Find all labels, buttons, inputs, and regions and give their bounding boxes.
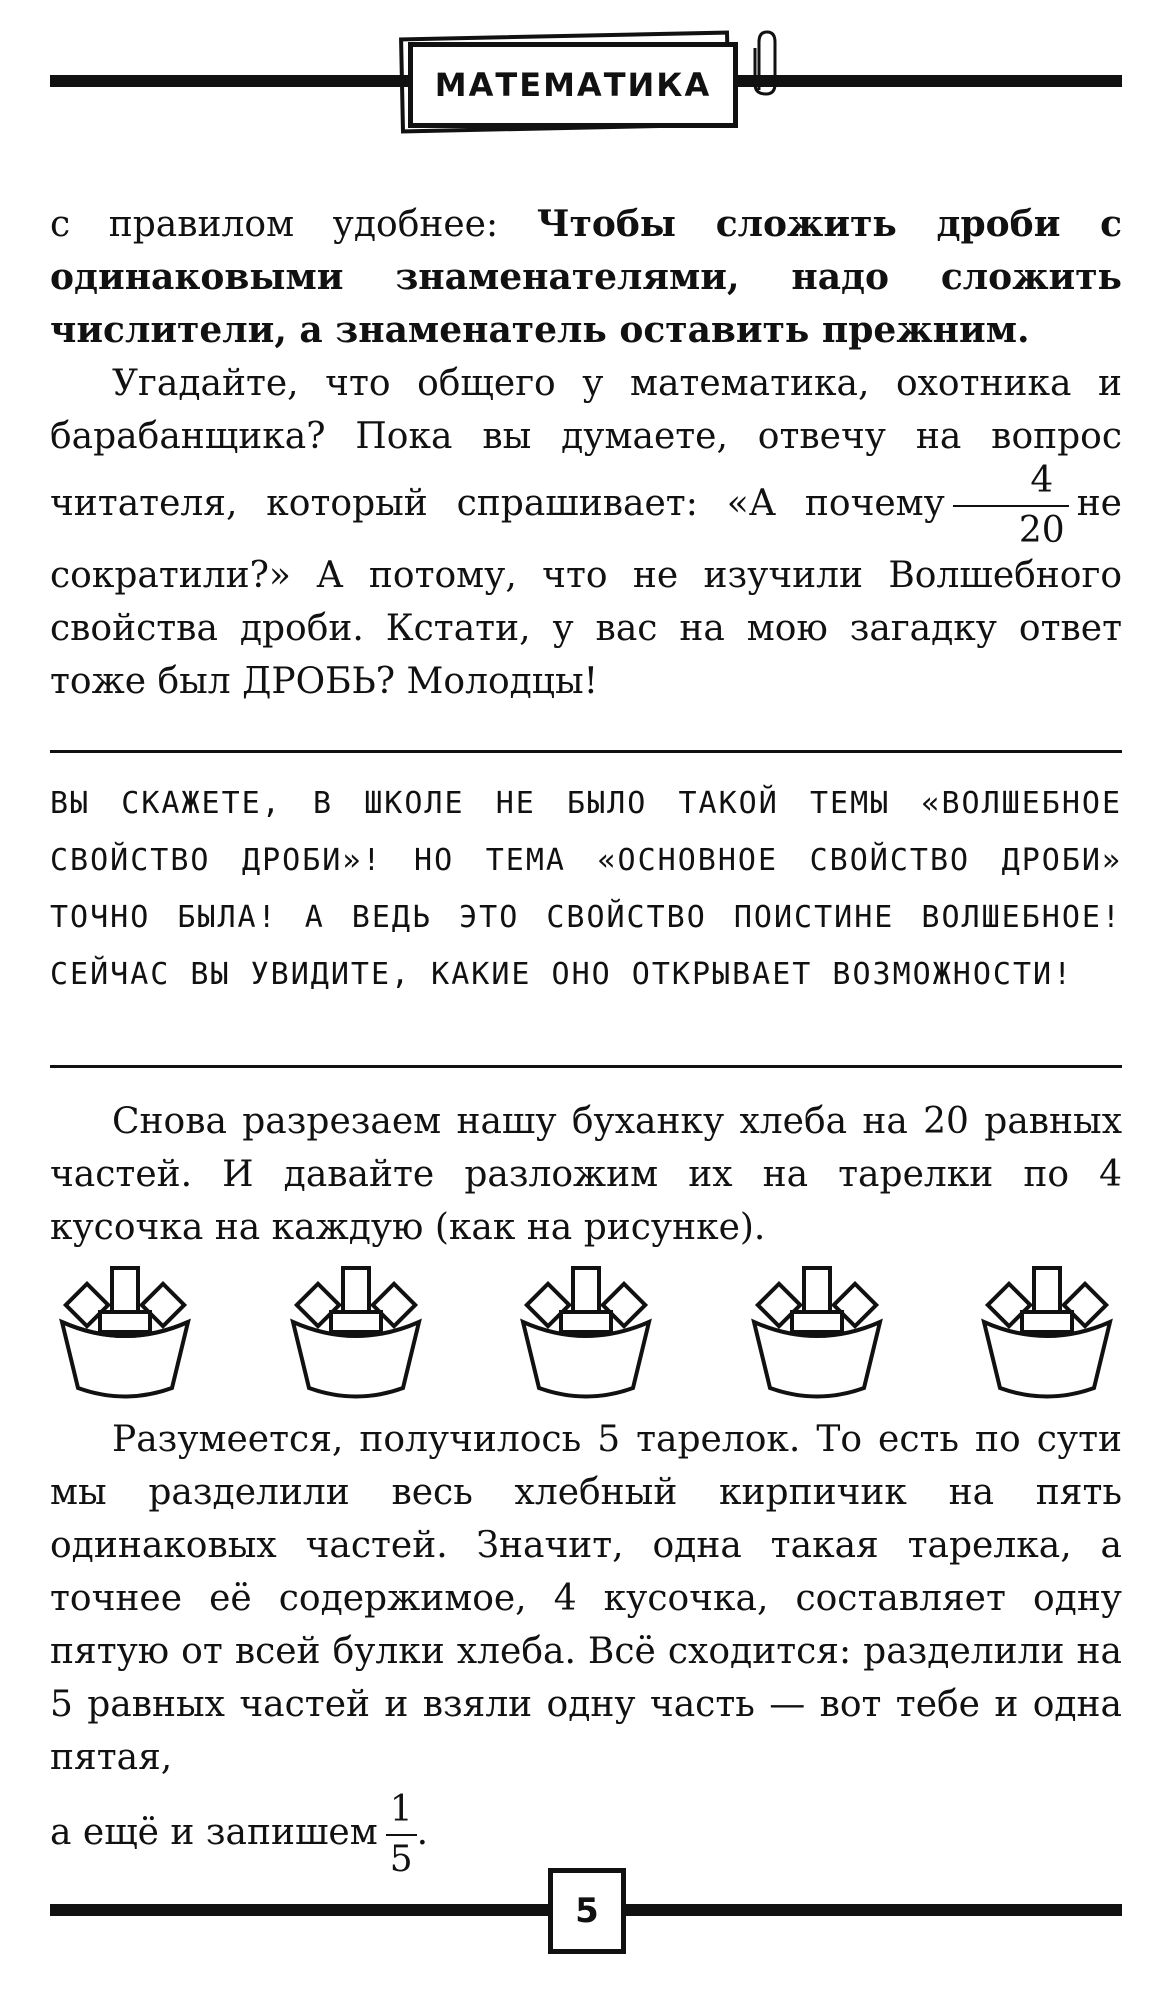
rule-intro: с правилом удобнее: (50, 204, 537, 245)
paragraph-riddle (50, 357, 1122, 708)
paperclip-icon (745, 28, 785, 98)
bread-text: Снова разрезаем нашу буханку хлеба на 20 равных частей. И давайте разложим их на тарелки по 4 кусочка на каждую (как на рисунке). (50, 1101, 1122, 1248)
page-number: 5 (548, 1868, 626, 1954)
fraction-denominator: 5 (389, 1839, 413, 1880)
rule-bold: Чтобы сложить дроби с одинаковыми знаменателями, надо сложить числители, а знаменатель оставить прежним. (50, 203, 1123, 351)
handwritten-note: ВЫ СКАЖЕТЕ, В ШКОЛЕ НЕ БЫЛО ТАКОЙ ТЕМЫ «ВОЛШЕБНОЕ СВОЙСТВО ДРОБИ»! НО ТЕМА «ОСНОВНОЕ СВОЙСТВО ДРОБИ» ТОЧНО БЫЛА! А ВЕДЬ ЭТО СВОЙСТВО ПОИСТИНЕ ВОЛШЕБНОЕ! СЕЙЧАС ВЫ УВИДИТЕ, КАКИЕ ОНО ОТКРЫВАЕТ ВОЗМОЖНОСТИ! (50, 786, 1122, 992)
conclusion-period: . (416, 1812, 429, 1853)
paragraph-conclusion (50, 1413, 1122, 1878)
fraction-denominator: 20 (1018, 510, 1065, 551)
plate-icon (742, 1260, 892, 1410)
header-title: МАТЕМАТИКА (434, 66, 712, 104)
plate-icon (281, 1260, 431, 1410)
plate-icon (511, 1260, 661, 1410)
riddle-text-2: не сократили?» А потому, что не изучили Волшебного свойства дроби. Кстати, у вас на мою загадку ответ тоже был ДРОБЬ? Молодцы! (50, 483, 1122, 702)
fraction-numerator: 4 (953, 463, 1069, 507)
paragraph-rule (50, 198, 1122, 357)
plates-illustration (50, 1260, 1122, 1410)
fraction-4-20 (953, 460, 1069, 551)
conclusion-tail: а ещё и запишем (50, 1812, 378, 1853)
fraction-numerator: 1 (386, 1792, 417, 1836)
header-badge (400, 28, 760, 140)
plate-icon (50, 1260, 200, 1410)
paragraph-bread (50, 1095, 1122, 1254)
plate-icon (972, 1260, 1122, 1410)
riddle-text-1: Угадайте, что общего у математика, охотника и барабанщика? Пока вы думаете, отвечу на вопрос читателя, который спрашивает: «А почему (50, 363, 1122, 524)
fraction-1-5 (386, 1789, 417, 1880)
conclusion-text: Разумеется, получилось 5 тарелок. То есть по сути мы разделили весь хлебный кирпичик на пять одинаковых частей. Значит, одна такая тарелка, а точнее её содержимое, 4 кусочка, составляет одну пятую от всей булки хлеба. Всё сходится: разделили на 5 равных частей и взяли одну часть — вот тебе и одна пятая, (50, 1419, 1122, 1778)
note-top-rule (50, 750, 1122, 753)
note-bottom-rule (50, 1065, 1122, 1068)
